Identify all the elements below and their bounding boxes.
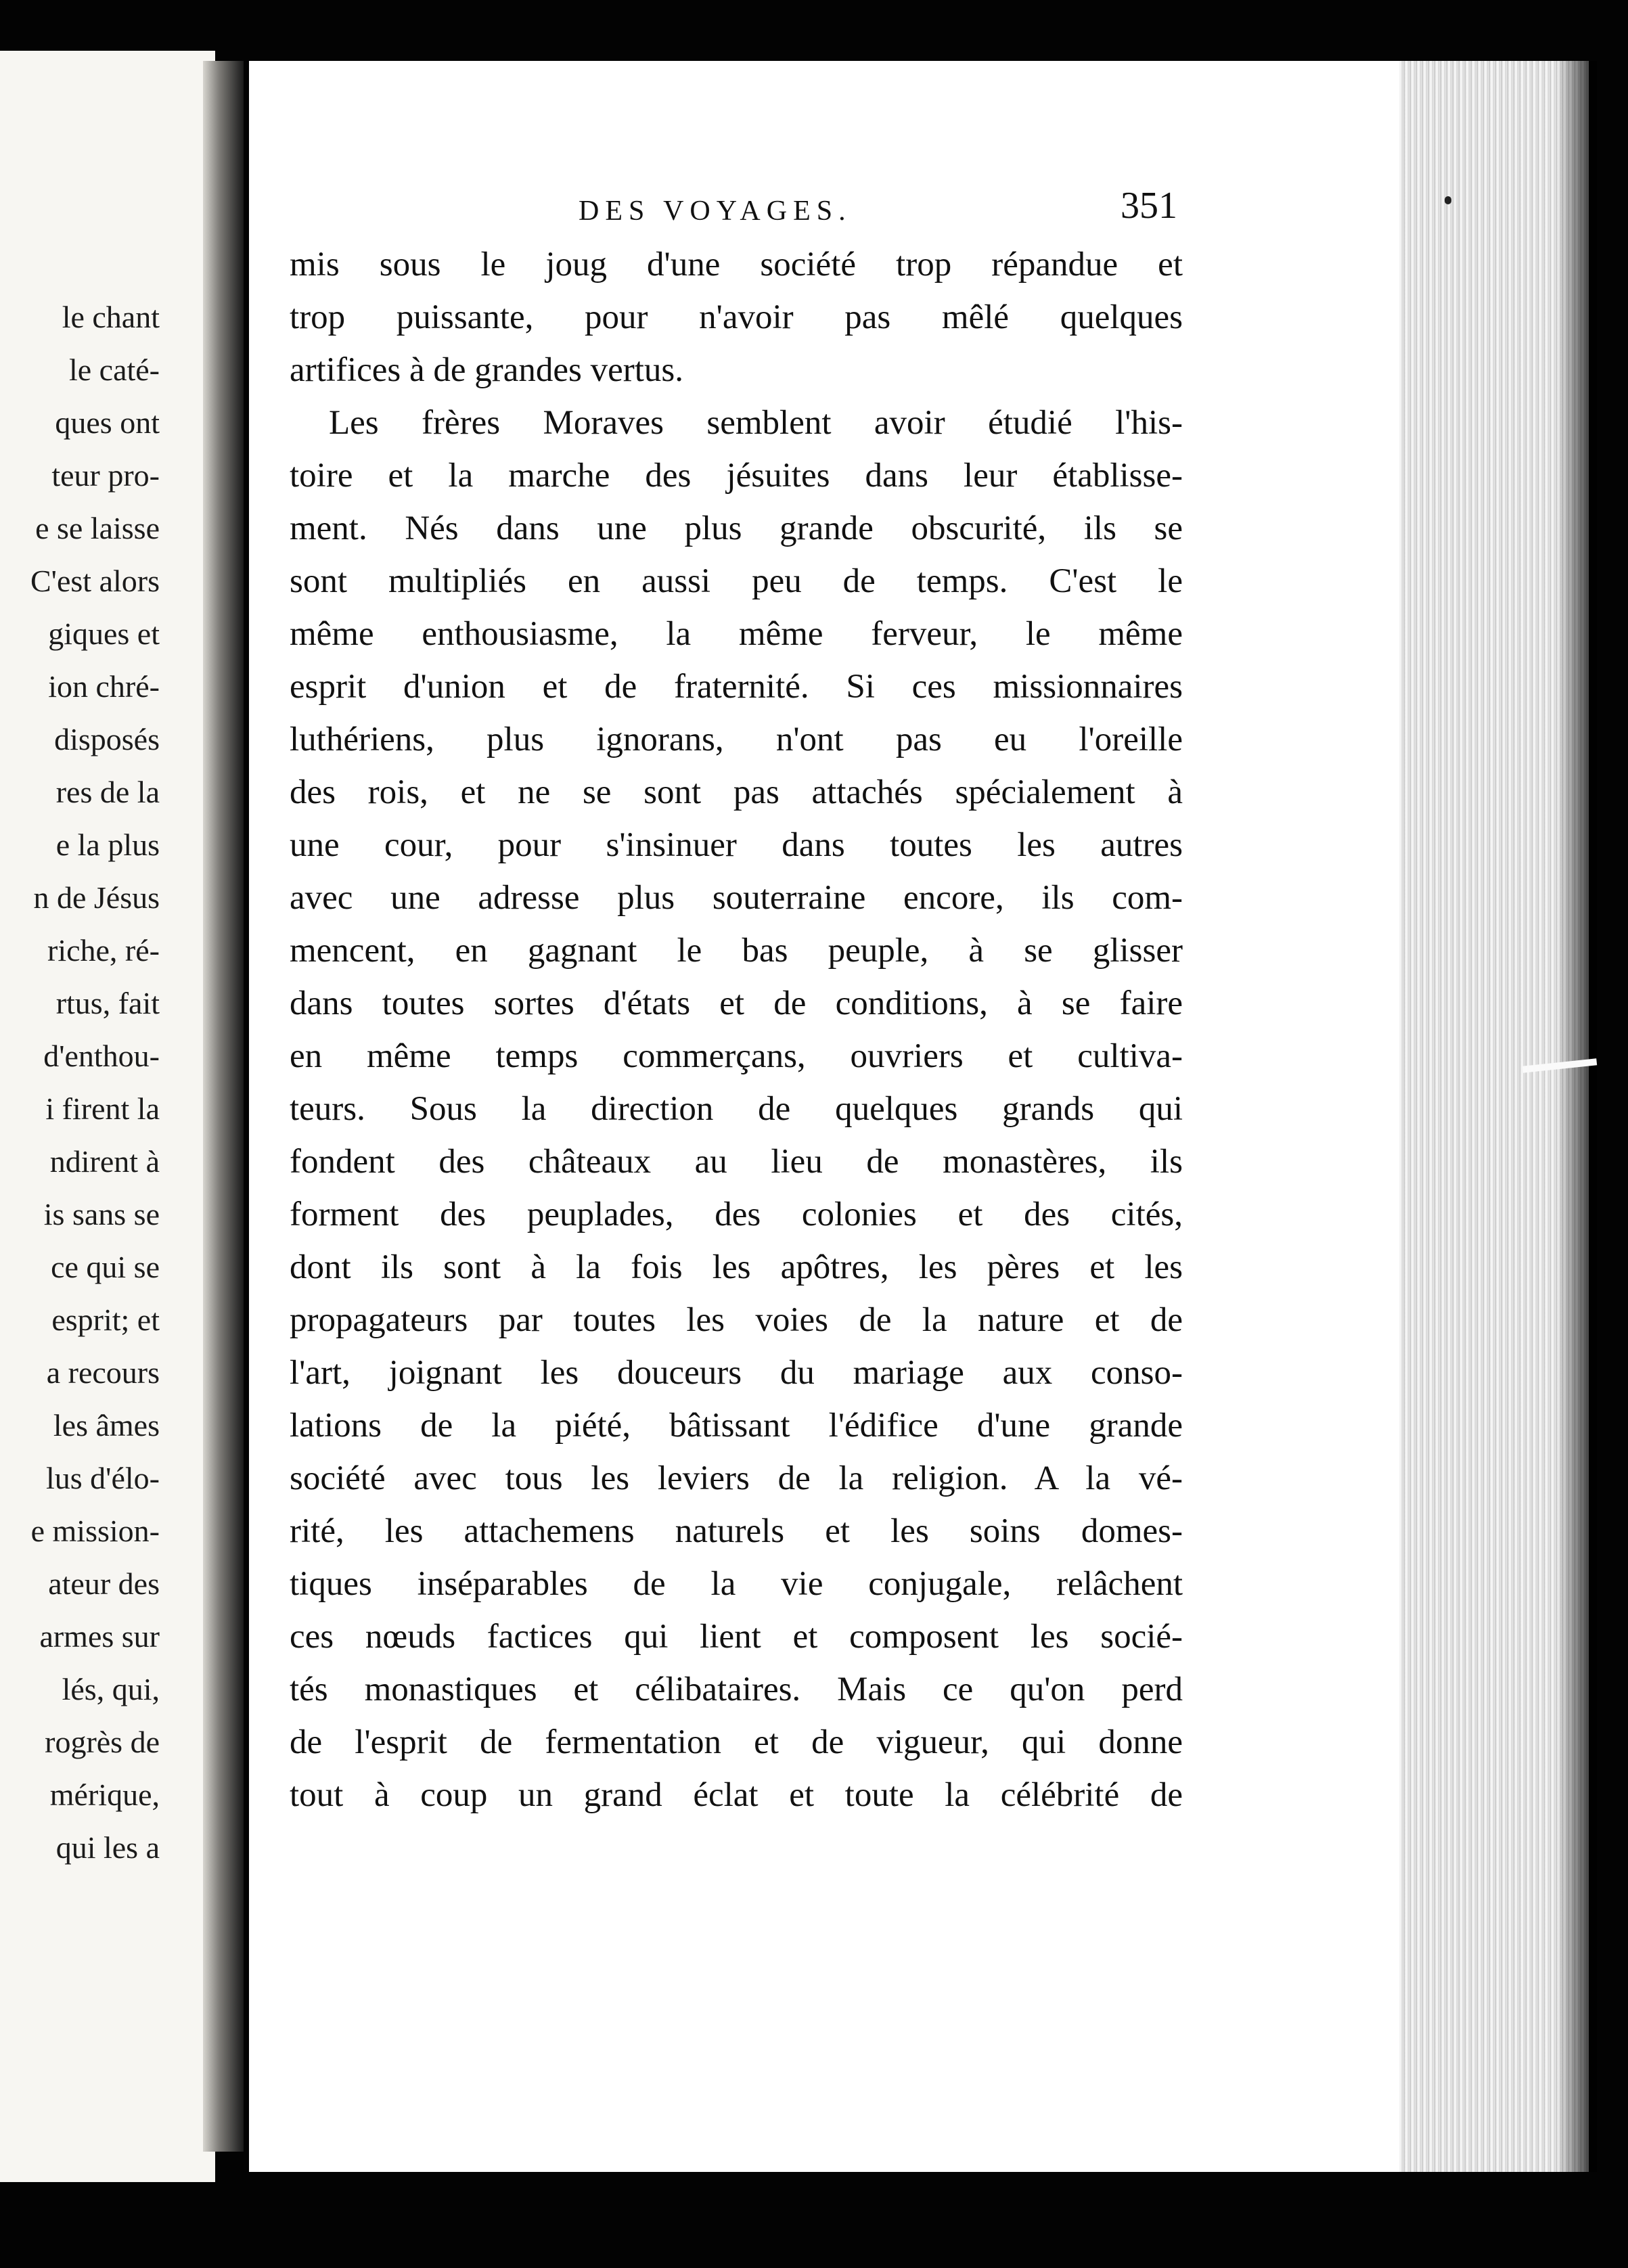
- left-line: teur pro-: [51, 458, 160, 493]
- left-line: les âmes: [53, 1408, 160, 1443]
- left-line: armes sur: [39, 1619, 160, 1654]
- text-line: même enthousiasme, la même ferveur, le même: [290, 615, 1183, 653]
- text-line: teurs. Sous la direction de quelques grands qui: [290, 1090, 1183, 1128]
- text-line: artifices à de grandes vertus.: [290, 351, 683, 389]
- left-line: ndirent à: [49, 1144, 160, 1179]
- text-line: en même temps commerçans, ouvriers et cultiva-: [290, 1037, 1183, 1075]
- text-line: une cour, pour s'insinuer dans toutes les autres: [290, 826, 1183, 864]
- left-line: le chant: [62, 300, 160, 334]
- body-text: [290, 238, 1183, 1821]
- left-line: le caté-: [68, 353, 160, 387]
- text-line: tés monastiques et célibataires. Mais ce qu'on perd: [290, 1671, 1183, 1708]
- ink-speck: [1445, 196, 1451, 204]
- text-line: dans toutes sortes d'états et de conditions, à se faire: [290, 984, 1183, 1022]
- page-edge-shadow: [1556, 61, 1597, 2172]
- left-line: is sans se: [43, 1197, 160, 1231]
- left-line: ce qui se: [51, 1250, 160, 1284]
- text-line: luthériens, plus ignorans, n'ont pas eu l'oreille: [290, 721, 1183, 758]
- left-line: i firent la: [45, 1091, 160, 1126]
- left-line: ateur des: [48, 1566, 160, 1601]
- text-line: propagateurs par toutes les voies de la nature et de: [290, 1301, 1183, 1339]
- left-line: n de Jésus: [33, 880, 160, 915]
- left-line: qui les a: [55, 1830, 160, 1865]
- text-line: rité, les attachemens naturels et les soins domes-: [290, 1512, 1183, 1550]
- left-line: rogrès de: [45, 1725, 160, 1759]
- left-line: lus d'élo-: [46, 1461, 160, 1495]
- text-line: dont ils sont à la fois les apôtres, les pères et les: [290, 1248, 1183, 1286]
- text-line: société avec tous les leviers de la religion. A la vé-: [290, 1459, 1183, 1497]
- text-line: lations de la piété, bâtissant l'édifice d'une grande: [290, 1407, 1183, 1445]
- text-line: Les frères Moraves semblent avoir étudié l'his-: [329, 404, 1183, 442]
- text-line: des rois, et ne se sont pas attachés spécialement à: [290, 773, 1183, 811]
- left-line: ion chré-: [48, 669, 160, 704]
- left-facing-page: [0, 51, 215, 2182]
- text-line: ment. Nés dans une plus grande obscurité, ils se: [290, 509, 1183, 547]
- text-line: l'art, joignant les douceurs du mariage aux conso-: [290, 1354, 1183, 1392]
- left-line: d'enthou-: [43, 1039, 160, 1073]
- left-line: ques ont: [55, 405, 160, 440]
- text-line: avec une adresse plus souterraine encore, ils com-: [290, 879, 1183, 917]
- running-head: [325, 183, 1177, 244]
- left-line: res de la: [55, 775, 160, 809]
- left-line: a recours: [46, 1355, 160, 1390]
- running-title: DES VOYAGES.: [579, 196, 852, 227]
- left-line: e la plus: [55, 827, 160, 862]
- left-line: e mission-: [30, 1514, 160, 1548]
- book-gutter-shadow: [203, 61, 244, 2152]
- text-line: trop puissante, pour n'avoir pas mêlé quelques: [290, 298, 1183, 336]
- text-line: tiques inséparables de la vie conjugale, relâchent: [290, 1565, 1183, 1603]
- left-line: riche, ré-: [47, 933, 160, 968]
- text-line: esprit d'union et de fraternité. Si ces missionnaires: [290, 668, 1183, 706]
- left-line: disposés: [54, 722, 160, 756]
- left-line: rtus, fait: [55, 986, 160, 1020]
- left-line: lés, qui,: [62, 1672, 160, 1706]
- text-line: toire et la marche des jésuites dans leur établisse-: [290, 457, 1183, 495]
- text-line: forment des peuplades, des colonies et des cités,: [290, 1196, 1183, 1233]
- text-line: tout à coup un grand éclat et toute la célébrité de: [290, 1776, 1183, 1814]
- left-line: C'est alors: [30, 564, 160, 598]
- page-number: 351: [1121, 185, 1177, 227]
- text-line: ces nœuds factices qui lient et composent les socié-: [290, 1618, 1183, 1656]
- left-line: esprit; et: [51, 1302, 160, 1337]
- left-line: mérique,: [49, 1777, 160, 1812]
- text-line: mencent, en gagnant le bas peuple, à se glisser: [290, 932, 1183, 970]
- left-line: giques et: [48, 616, 160, 651]
- text-line: de l'esprit de fermentation et de vigueur, qui donne: [290, 1723, 1183, 1761]
- text-line: sont multipliés en aussi peu de temps. C'est le: [290, 562, 1183, 600]
- left-line: e se laisse: [35, 511, 160, 545]
- text-line: mis sous le joug d'une société trop répandue et: [290, 246, 1183, 284]
- text-line: fondent des châteaux au lieu de monastères, ils: [290, 1143, 1183, 1181]
